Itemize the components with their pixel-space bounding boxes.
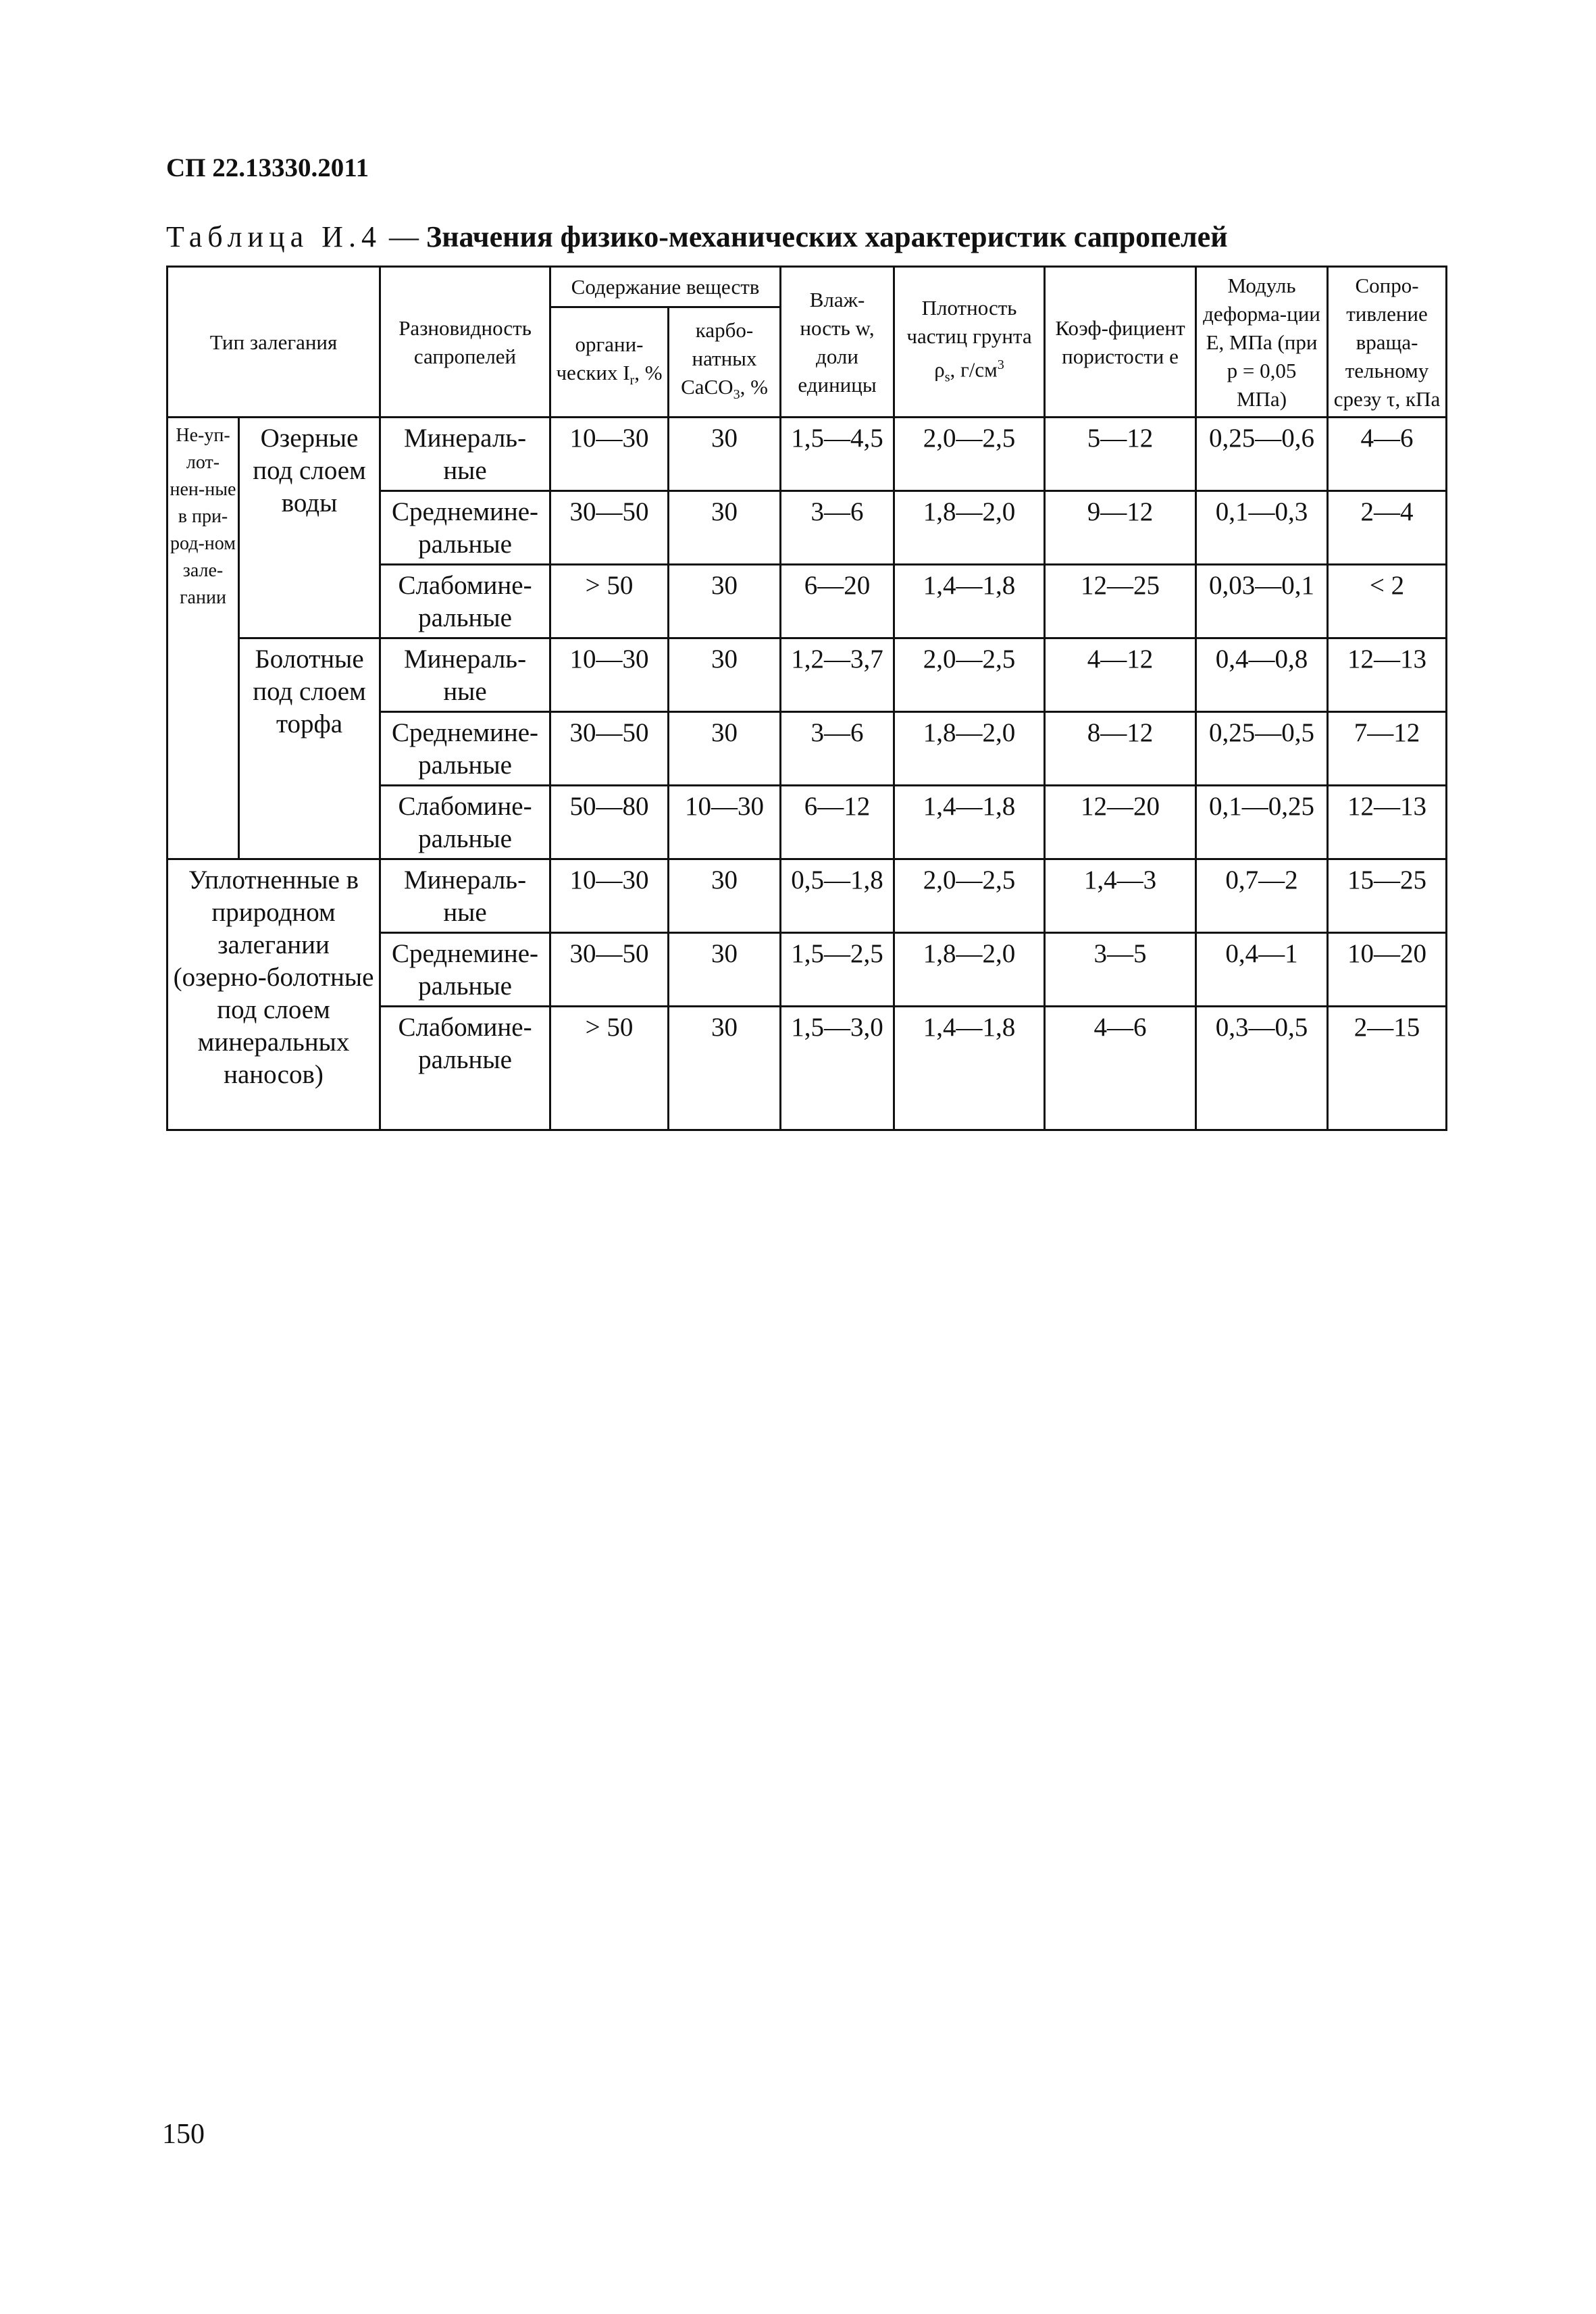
table-cell: 12—13 xyxy=(1328,638,1447,712)
group-consolidated: Уплотненные в природном залегании (озерно-болотные под слоем минеральных наносов) xyxy=(168,859,380,1130)
table-cell: Среднемине-ральные xyxy=(380,491,550,565)
table-cell: Слабомине-ральные xyxy=(380,565,550,638)
table-cell: 0,1—0,3 xyxy=(1196,491,1328,565)
header-organic: органи-ческих $I_r$, % xyxy=(550,307,669,417)
header-variety: Разновидность сапропелей xyxy=(380,267,550,418)
sapropel-properties-table xyxy=(166,266,1447,1131)
table-cell: 2,0—2,5 xyxy=(894,638,1045,712)
table-cell: 30—50 xyxy=(550,491,669,565)
table-cell: 1,8—2,0 xyxy=(894,491,1045,565)
table-header-row xyxy=(168,267,1447,307)
table-cell: 0,1—0,25 xyxy=(1196,786,1328,859)
table-cell: 4—12 xyxy=(1045,638,1196,712)
table-cell: 1,2—3,7 xyxy=(781,638,894,712)
table-cell: 1,4—1,8 xyxy=(894,786,1045,859)
group-lake: Озерные под слоем воды xyxy=(239,418,380,638)
table-cell: 1,4—1,8 xyxy=(894,1007,1045,1130)
table-cell: 4—6 xyxy=(1328,418,1447,491)
page-number: 150 xyxy=(162,2119,205,2150)
table-cell: Среднемине-ральные xyxy=(380,712,550,786)
table-caption-dash: — xyxy=(381,220,426,253)
table-cell: 30 xyxy=(669,1007,781,1130)
table-cell: 8—12 xyxy=(1045,712,1196,786)
table-cell: 30 xyxy=(669,933,781,1007)
table-cell: > 50 xyxy=(550,1007,669,1130)
table-cell: 4—6 xyxy=(1045,1007,1196,1130)
table-cell: 9—12 xyxy=(1045,491,1196,565)
table-cell: 2—4 xyxy=(1328,491,1447,565)
table-cell: 5—12 xyxy=(1045,418,1196,491)
table-cell: Минераль-ные xyxy=(380,859,550,933)
header-deformation-modulus: Модуль деформа-ции E, МПа (при p = 0,05 МПа) xyxy=(1196,267,1328,418)
table-cell: 1,4—1,8 xyxy=(894,565,1045,638)
table-row xyxy=(168,859,1447,933)
table-cell: 0,25—0,6 xyxy=(1196,418,1328,491)
table-cell: 1,5—3,0 xyxy=(781,1007,894,1130)
header-substance-content: Содержание веществ xyxy=(550,267,781,307)
table-cell: 30 xyxy=(669,418,781,491)
table-cell: 2,0—2,5 xyxy=(894,859,1045,933)
table-caption-label: Таблица И.4 xyxy=(166,220,382,253)
table-cell: 10—20 xyxy=(1328,933,1447,1007)
table-caption xyxy=(166,220,1228,254)
table-cell: Минераль-ные xyxy=(380,638,550,712)
table-cell: 30 xyxy=(669,491,781,565)
table-cell: 30—50 xyxy=(550,933,669,1007)
table-cell: 12—13 xyxy=(1328,786,1447,859)
header-shear-resistance: Сопро-тивление враща-тельному срезу τ, кПа xyxy=(1328,267,1447,418)
table-cell: > 50 xyxy=(550,565,669,638)
table-cell: 0,25—0,5 xyxy=(1196,712,1328,786)
table-cell: 3—5 xyxy=(1045,933,1196,1007)
header-particle-density: Плотность частиц грунта $\rho_s$, $г/см^3$ xyxy=(894,267,1045,418)
header-bedding-type: Тип залегания xyxy=(168,267,380,418)
table-cell: 6—20 xyxy=(781,565,894,638)
table-cell: Слабомине-ральные xyxy=(380,786,550,859)
table-caption-title: Значения физико-механических характеристик сапропелей xyxy=(426,220,1228,253)
table-cell: 0,7—2 xyxy=(1196,859,1328,933)
table-cell: 10—30 xyxy=(669,786,781,859)
table-cell: 30 xyxy=(669,565,781,638)
table-cell: 7—12 xyxy=(1328,712,1447,786)
table-cell: Среднемине-ральные xyxy=(380,933,550,1007)
table-cell: 30 xyxy=(669,712,781,786)
table-row xyxy=(168,638,1447,712)
document-code: СП 22.13330.2011 xyxy=(166,153,369,182)
table-cell: 0,4—0,8 xyxy=(1196,638,1328,712)
table-cell: Слабомине-ральные xyxy=(380,1007,550,1130)
table-cell: 12—20 xyxy=(1045,786,1196,859)
table-cell: 1,8—2,0 xyxy=(894,933,1045,1007)
table-cell: 2—15 xyxy=(1328,1007,1447,1130)
table-row xyxy=(168,418,1447,491)
table-cell: 0,4—1 xyxy=(1196,933,1328,1007)
header-carbonate: карбо-натных CaCO$_3$, % xyxy=(669,307,781,417)
table-cell: 15—25 xyxy=(1328,859,1447,933)
table-cell: 2,0—2,5 xyxy=(894,418,1045,491)
table-cell: 10—30 xyxy=(550,638,669,712)
table-cell: 30—50 xyxy=(550,712,669,786)
table-cell: < 2 xyxy=(1328,565,1447,638)
header-porosity: Коэф-фициент пористости e xyxy=(1045,267,1196,418)
table-cell: 1,8—2,0 xyxy=(894,712,1045,786)
table-cell: 1,5—4,5 xyxy=(781,418,894,491)
table-cell: 50—80 xyxy=(550,786,669,859)
table-cell: 30 xyxy=(669,638,781,712)
table-cell: 1,4—3 xyxy=(1045,859,1196,933)
group-unconsolidated: Не-уп-лот-нен-ные в при-род-ном зале-гании xyxy=(168,418,239,859)
table-cell: Минераль-ные xyxy=(380,418,550,491)
table-cell: 3—6 xyxy=(781,712,894,786)
table-cell: 10—30 xyxy=(550,859,669,933)
table-cell: 12—25 xyxy=(1045,565,1196,638)
group-swamp: Болотные под слоем торфа xyxy=(239,638,380,859)
table-cell: 3—6 xyxy=(781,491,894,565)
table-cell: 6—12 xyxy=(781,786,894,859)
table-cell: 1,5—2,5 xyxy=(781,933,894,1007)
table-cell: 0,03—0,1 xyxy=(1196,565,1328,638)
table-cell: 30 xyxy=(669,859,781,933)
table-cell: 10—30 xyxy=(550,418,669,491)
table-cell: 0,5—1,8 xyxy=(781,859,894,933)
table-cell: 0,3—0,5 xyxy=(1196,1007,1328,1130)
header-moisture: Влаж-ность w, доли единицы xyxy=(781,267,894,418)
